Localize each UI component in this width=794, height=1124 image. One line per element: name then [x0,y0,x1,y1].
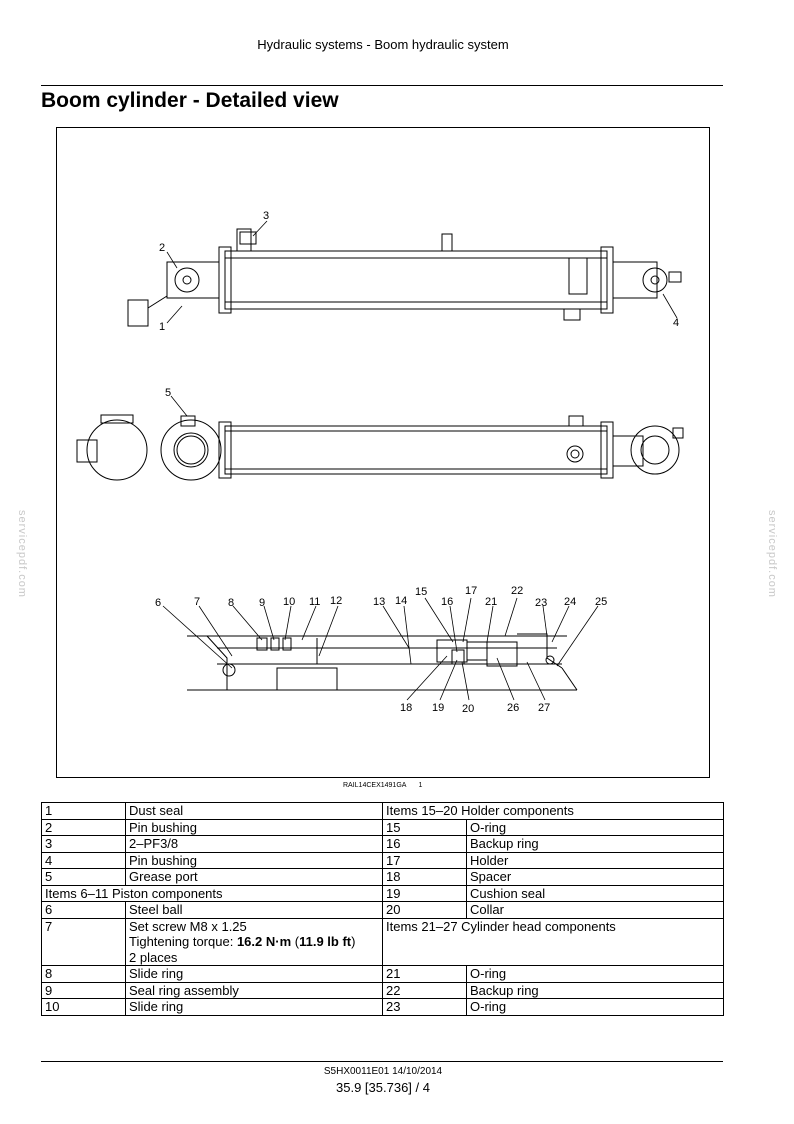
cylinder-figure [56,127,710,778]
torque-paren-close: ) [351,934,356,949]
callout-8: 8 [228,597,235,609]
table-row [42,999,724,1016]
header-rule [41,85,723,86]
page-title: Boom cylinder - Detailed view [41,89,339,112]
item-description: Slide ring [126,966,383,983]
item-number: 9 [42,982,126,999]
callout-6: 6 [155,597,162,609]
side-view [77,415,683,480]
item-number: 8 [42,966,126,983]
torque-paren-open: ( [291,934,300,949]
callout-12: 12 [330,595,343,607]
item-number: 19 [383,885,467,902]
item-number: 21 [383,966,467,983]
torque-imperial: 11.9 lb ft [299,934,352,949]
item-number: 5 [42,869,126,886]
callout-26: 26 [507,702,520,714]
item-description: 2–PF3/8 [126,836,383,853]
item-number: 7 [42,918,126,966]
item-description: Backup ring [467,982,724,999]
callout-9: 9 [259,597,266,609]
callout-16: 16 [441,596,454,608]
table-row [42,885,724,902]
leader-lines [163,221,680,700]
item-description: Spacer [467,869,724,886]
callout-1: 1 [159,321,166,333]
item-description: Seal ring assembly [126,982,383,999]
callout-23: 23 [535,597,548,609]
callout-27: 27 [538,702,551,714]
figure-caption [343,782,422,789]
item-description: Grease port [126,869,383,886]
item-number: 3 [42,836,126,853]
figure-code: RAIL14CEX1491GA [343,782,407,789]
callout-20: 20 [462,703,475,715]
footer-rule [41,1061,723,1062]
item-number: 6 [42,902,126,919]
table-row [42,836,724,853]
section-view [187,634,577,690]
cylinder-drawing [57,128,709,777]
item-description: Slide ring [126,999,383,1016]
callout-19: 19 [432,702,445,714]
group-heading: Items 6–11 Piston components [42,885,383,902]
quantity-note: 2 places [129,949,178,965]
item-number: 15 [383,819,467,836]
table-row [42,869,724,886]
item-number: 2 [42,819,126,836]
item-number: 18 [383,869,467,886]
item-description: Pin bushing [126,852,383,869]
item-number: 10 [42,999,126,1016]
document-code: S5HX0011E01 14/10/2014 [323,1066,443,1077]
table-row [42,819,724,836]
item-number: 17 [383,852,467,869]
table-row [42,852,724,869]
item-description: O-ring [467,999,724,1016]
top-view [128,229,681,326]
item-description: O-ring [467,819,724,836]
callout-25: 25 [595,596,608,608]
watermark-left: servicepdf.com [16,510,28,598]
item-description: Cushion seal [467,885,724,902]
callout-24: 24 [564,596,577,608]
torque-line [129,934,379,950]
item-description: Steel ball [126,902,383,919]
item-description: Backup ring [467,836,724,853]
watermark-right: servicepdf.com [766,510,778,598]
callout-5: 5 [165,387,172,399]
page-number: 35.9 [35.736] / 4 [336,1080,430,1095]
table-row [42,982,724,999]
item-number: 1 [42,803,126,820]
group-heading: Items 15–20 Holder components [383,803,724,820]
set-screw-spec: Set screw M8 x 1.25 [129,918,247,934]
item-description: Holder [467,852,724,869]
callout-4: 4 [673,317,680,329]
table-row [42,803,724,820]
callout-2: 2 [159,242,166,254]
callout-17: 17 [465,585,478,597]
item-description: O-ring [467,966,724,983]
callout-11: 11 [309,596,321,608]
item-description: Collar [467,902,724,919]
item-description: Dust seal [126,803,383,820]
item-number: 22 [383,982,467,999]
item-number: 23 [383,999,467,1016]
item-number: 16 [383,836,467,853]
group-heading: Items 21–27 Cylinder head components [383,918,724,966]
item-description [126,918,383,966]
callout-22: 22 [511,585,524,597]
item-number: 4 [42,852,126,869]
parts-table [41,802,724,1016]
running-header: Hydraulic systems - Boom hydraulic system [257,37,509,52]
table-row [42,918,724,966]
callout-13: 13 [373,596,386,608]
item-number: 20 [383,902,467,919]
table-row [42,902,724,919]
torque-label: Tightening torque: [129,934,237,949]
callout-3: 3 [263,210,270,222]
torque-metric: 16.2 N·m [236,934,292,949]
callout-7: 7 [194,596,201,608]
figure-number: 1 [418,782,423,789]
callout-15: 15 [415,586,428,598]
callout-10: 10 [283,596,296,608]
callout-21: 21 [485,596,498,608]
callout-14: 14 [395,595,408,607]
callout-18: 18 [400,702,413,714]
table-row [42,966,724,983]
item-description: Pin bushing [126,819,383,836]
